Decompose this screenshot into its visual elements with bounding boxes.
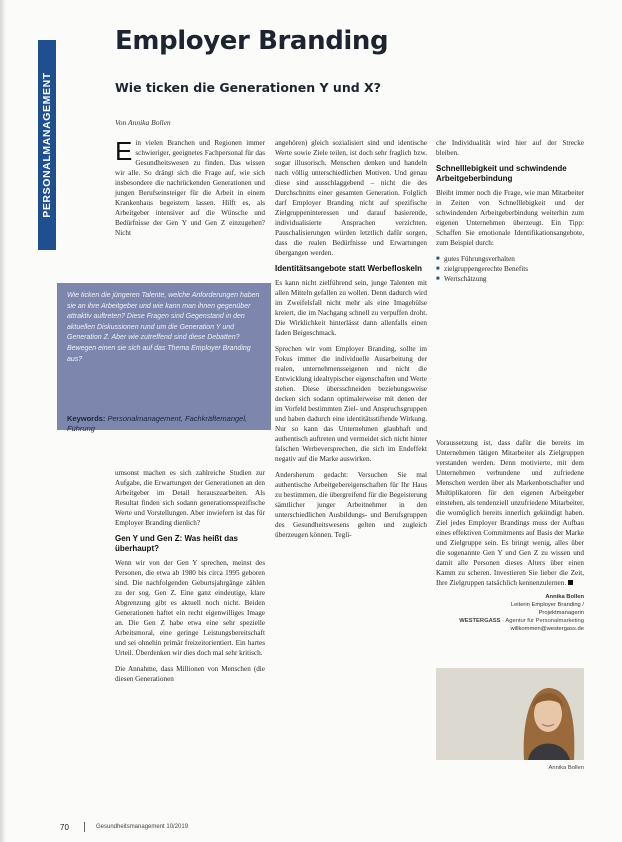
- column-3-top: [436, 138, 584, 290]
- keywords-label: Keywords:: [67, 414, 106, 423]
- bullet-list: [436, 254, 584, 284]
- keywords-list: Personalmanagement, Fachkräftemangel, Führung: [67, 414, 248, 433]
- portrait-illustration: [436, 668, 584, 760]
- author-photo: [436, 668, 584, 760]
- intro-paragraph: [115, 138, 265, 238]
- author-role-2: Projektmanagerin: [538, 610, 584, 616]
- paragraph: Bleibt immer noch die Frage, wie man Mitarbeiter in Zeiten von Schnelllebigkeit und der schwindenden Arbeitgeberbindung weiterhin zum eigenen Unternehmen überzeugt. Ein Tipp: Schaffen Sie emotionale Identifikationsangebote, zum Beispiel durch:: [436, 189, 584, 247]
- paragraph: angehören) gleich sozialisiert sind und identische Werte sowie Ziele teilen, ist doch sehr fraglich bzw. sogar illusorisch. Menschen denken und handeln nach völlig unterschiedlichen Motiven. Und genau diese sind ausschlaggebend – nicht die des Durchschnitts einer gesamten Generation. Folglich darf Employer Branding nicht auf spezifische Zielgruppeninteressen und darauf basierende, individualisierte Ansprachen verzichten. Pauschalisierungen würden letztlich dafür sorgen, dass die realen Bedürfnisse und Erwartungen übergangen werden.: [275, 139, 427, 257]
- paragraph: che Individualität wird hier auf der Strecke bleiben.: [436, 139, 584, 157]
- bullet-item: ■ gutes Führungsverhalten: [436, 254, 584, 264]
- author-info: [436, 593, 584, 633]
- paragraph: Sprechen wir vom Employer Branding, sollte im Fokus immer die individuelle Ausarbeitung der realen, unternehmensseigenen und nicht die Entwicklung idealtypischer eigenschaften und Werte stehen. Diese übersschneiden beziehungsweise decken sich sodann optimalerweise mit denen der im Vorfeld bestimmten Ziel- und Anspruchsgruppen und haben dadurch eine identitätsstiftende Wirkung. Nur so kann das Unternehmen glaubhaft und authentisch auftreten und vermeidet sich nicht hinter falschen Werbeversprechen, die sich im Endeffekt negativ auf die Marke auswirken.: [275, 345, 427, 463]
- abstract-box: [57, 283, 271, 430]
- author-org: WESTERGASS · Agentur für Personalmarketing: [459, 618, 584, 624]
- intro-text: in vielen Branchen und Regionen immer schwieriger, geeignetes Fachpersonal für das Gesundheitswesen zu finden. Das wissen wir alle. So drängt sich die Frage auf, wie sich insbesondere die nachrückenden Generationen und jungen Berufseinsteiger für die Arbeit in einem Krankenhaus begeistern lassen. Hilft es, als Arbeitgeber intensiver auf die Wünsche und Bedürfnisse der Gen Y und Gen Z einzugehen? Nicht: [115, 139, 265, 237]
- column-1-bottom: [115, 468, 265, 690]
- page-edge-shadow: [0, 0, 6, 842]
- page-number: 70: [60, 823, 69, 832]
- photo-caption: Annika Bollen: [548, 765, 584, 771]
- end-mark-icon: [568, 580, 573, 585]
- journal-name: Gesundheitsmanagement 10/2019: [96, 824, 189, 830]
- section-heading: Gen Y und Gen Z: Was heißt das überhaupt?: [115, 534, 238, 553]
- keywords: [67, 414, 267, 434]
- bullet-item: ■ Wertschätzung: [436, 274, 584, 284]
- author-org-desc: Agentur für Personalmarketing: [505, 618, 584, 624]
- paragraph: Andersherum gedacht: Versuchen Sie mal authentische Arbeitgebereigenschaften für Ihr Haus zu bestimmen, die übergreifend für die Begeisterung sämtlicher junger Arbeitnehmer in den unterschiedlichen Ausbildungs- und Berufsgruppen des Gesundheitswesens gelten und zugleich überzeugen können. Tegli-: [275, 471, 427, 539]
- author-name: Annika Bollen: [545, 594, 584, 600]
- byline: Von Annika Bollen: [115, 118, 171, 127]
- section-heading: Identitätsangebote statt Werbefloskeln: [275, 264, 422, 273]
- section-sidebar-label-wrap: [38, 40, 56, 250]
- dropcap-letter: E: [115, 136, 133, 166]
- section-heading: Schnelllebigkeit und schwindende Arbeitgeberbindung: [436, 164, 567, 183]
- author-email: willkommen@westergass.de: [510, 626, 584, 632]
- bullet-item: ■ zielgruppengerechte Benefits: [436, 264, 584, 274]
- column-1-top: [115, 138, 265, 244]
- paragraph: umsonst machen es sich zahlreiche Studien zur Aufgabe, die Erwartungen der Generationen an den Arbeitgeber im Detail herauszuarbeiten. Als Resultat finden sich sodann generationsspezifische Werte und Vorstellungen. Aber inwiefern ist das für Employer Branding dienlich?: [115, 469, 265, 527]
- author-role: Leiterin Employer Branding /: [510, 602, 584, 608]
- author-org-name: WESTERGASS: [459, 618, 501, 624]
- footer-divider: [84, 822, 85, 832]
- column-3-bottom: [436, 438, 584, 594]
- paragraph: Wenn wir von der Gen Y sprechen, meinst des Personen, die etwa ab 1980 bis circa 1995 geboren sind. Die nachfolgenden Geburtsjahrgänge zählen zu der sog. Gen Z. Eine ganz eindeutige, klare Abgrenzung gibt es aktuell noch nicht. Beiden Generationen haftet ein recht eigenwilliges Image an. Die Gen Z habe etwa eine sehr spezielle Arbeitsmoral, eine geringe Leistungsbereitschaft und sei ohnehin primär freizeitorientiert. Ein hartes Urteil. Überdenken wir dies doch mal sehr kritisch.: [115, 559, 265, 657]
- paragraph: Die Annahme, dass Millionen von Menschen (die diesen Generationen: [115, 665, 265, 683]
- column-2: [275, 138, 427, 546]
- article-subtitle: Wie ticken die Generationen Y und X?: [115, 80, 381, 95]
- section-label: PERSONALMANAGEMENT: [41, 72, 53, 218]
- closing-paragraph: [436, 438, 584, 588]
- paragraph: Es kann nicht zielführend sein, junge Talenten mit allen Mitteln gefallen zu wollen. Denn dadurch wird im Zweifelsfall nicht mehr als eine Imagehülse kreiert, die im Nachgang schnell zu verpuffen droht. Die Wirklichkeit hinterlässt dann allenfalls einen faden Beigeschmack.: [275, 279, 427, 337]
- abstract-text: Wie ticken die jüngeren Talente, welche Anforderungen haben sie an ihre Arbeitgeber und wie kann man ihnen gegenüber attraktiv auftreten? Diese Fragen sind Gegenstand in den aktuellen Diskussionen rund um die Generation Y und Generation Z. Aber wie zutreffend sind diese Debatten? Bewegen einen sie sich auf das Thema Employer Branding aus?: [67, 292, 260, 363]
- article-title: Employer Branding: [115, 26, 389, 56]
- closing-text: Voraussetzung ist, dass dafür die bereits im Unternehmen tätigen Mitarbeiter als Zielgruppen verstanden werden. Denn motivierte, mit dem Unternehmen verbundene und zufriedene Menschen werden über als Markenbotschafter und Multiplikatoren für den eigenen Arbeitgeber einstehen, als tendenziell unzufriedene Mitarbeiter, die womöglich bereits innerlich gekündigt haben. Ziel jedes Employer Brandings muss der Aufbau eines effektiven Commitments auf Basis der Marke und Zielgruppe sein. Es bringt wenig, alles über die sogenannte Gen Y und Gen Z zu wissen und damit alle Personen dieses Alters über einen Kamm zu scheren. Investieren Sie lieber die Zeit, Ihre Zielgruppen tatsächlich kennenzulernen.: [436, 439, 584, 587]
